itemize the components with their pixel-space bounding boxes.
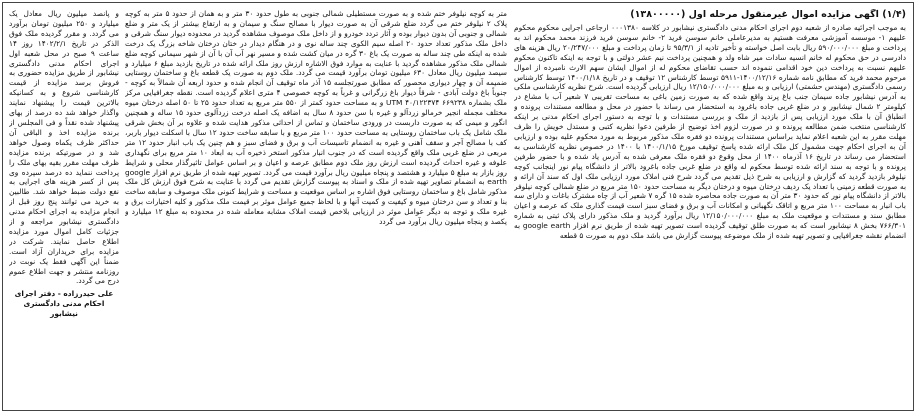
notice-signature: علی حیدرزاده - دفتر اجرای احکام مدنی دادگستری نیشابور (14, 289, 114, 319)
notice-column-left (9, 9, 119, 407)
notice-body-right: به موجب اجرائیه صادره از شعبه دوم اجرای احکام مدنی دادگستری نیشابور در کلاسه ۰۰۰۱۳۸۰ ارجاعی اجرایی محکوم محکوم علیهم ۱- موسسه آموزشی معرفت هستیم به مدیرعاملی خانم سوسن فرید ۲- خانم سوسن فرید فرزند محمد محکوم اند به پرداخت و مبلغ ۵۹۰/۰۰۰/۰۰۰ ریال بابت اصل خواسته و تأخیر تادیه از ۹۵/۳/۱ تا زمان پرداخت و مبلغ ۲۰/۲۴۷/۰۰۰ ریال هزینه های دادرسی در حق محکوم له خانم انسیه سادات میر شاه ولد و همچنین پرداخت نیم عشر دولتی و با توجه به اینکه تاکنون محکوم علیهم نسبت به پرداخت دین خود اقدامی ننموده اند حسب تقاضای محکوم له از اموال ایشان سهم الارث نامبرده از اموال مرحوم محمد فرید که مطابق نامه شماره ۱۴۰۰/۱۲/۱۶-۵۹۱۱ توسط کارشناس ۱۲ توقیف و در تاریخ ۱۴۰۰/۱/۱۸ توسط کارشناس رسمی دادگستری (مهندس حشمتی) ارزیابی و به مبلغ ۱۲/۱۵۰/۰۰۰/۰۰۰ ریال ارزیابی گردیده است. شرح نظریه کارشناسی ملکی به آدرس نیشابور جاده سیمان جنب باغ پرند واقع شده که به صورت زمین باغی به مساحت تقریبی ۷ شعیر آب با مشاع در کیلومتر ۲ شمال نیشابور و در ضلع غربی جاده باغرود به استحضار می رساند با حضور در محل و مطالعه مستندات پرونده و انطباق آن با ملک مورد ارزیابی پس از بازدید از ملک و بررسی مستندات و با توجه به دستور اجرای احکام مدنی بر اینکه کارشناسی منتخب ضمن مطالعه پرونده و در صورت لزوم اخذ توضیح از طرفین دعوا نظریه کتبی و مستدل خویش را ظرف مهلت مقرر به این شعبه اعلام نماید براساس مستندات پرونده دو فقره ملک مذکور مربوط به مورد محکوم علیه بوده و ارزیابی آن به اجرای احکام جهت مشمول کل ملک ارائه شده پاسخ توقیف مورخ ۱۴۰۰/۱/۱۵ با ۱۴۰۰ در خصوص نظریه کارشناسی به استحضار می رساند در تاریخ ۱۶ آذرماه ۱۴۰۰ از محل وقوع دو فقره ملک معرفی شده به آدرس یاد شده و با حضور طرفین پرونده و با توجه به سند ارائه شده توسط محکوم له واقع در ضلع غربی جاده باغرود بالاتر از دانشگاه پیام نور اینجانب کوچه نیلوفر بازدید گردید که گزارش و ارزیابی به شرح ذیل تقدیم می گردد شرح فنی املاک مورد ارزیابی ملک اول که سند آن ارائه و به صورت قطعه زمینی با تعداد یک ردیف درختان میوه و درختان دیگر به مساحت حدود ۱۵۰ متر مربع در ضلع شمالی کوچه نیلوفر بالاتر از دانشگاه پیام نور که حدود ۳۰ متر آن به صورت جاده محاصره شده ۱۵ گره ۷ شعیر آب از چاه مشترک باغات و دارای سه باب انبار به مساحت ۱۰۰ متر مربع و اتاقک نگهبانی و امکانات آب و برق و فضای سبز است قیمت گذاری ملک که عرصه و اعیان مطابق سند و مستندات و موقعیت ملک به مبلغ ۱۲/۱۵۰/۰۰۰/۰۰۰ ریال برآورد گردید و ملک مذکور دارای پلاک ثبتی به شماره ۷۶۶/۳۰۱ بخش ۸ نیشابور است که به صورت طلق توقیف گردیده است تصویر تهیه شده از طریق نرم افزار google earth به انضمام نقشه جغرافیایی و تصویر تهیه شده از ملک موضوعه پیوست گزارش می باشد ملک دوم به صورت ۵ قطعه (514, 23, 906, 241)
notice-body-left: و پانصد میلیون ریال معادل یک میلیارد و ۲۵۰ میلیون تومان برآورد می گردد. و مقرر گردیده ملک فوق الذکر در تاریخ ۱۴۰۲/۲/۱ روز ۱۴ ساعت ۹ صبح در محل شعبه اول اجرای احکام مدنی دادگستری نیشابور از طریق مزایده حضوری به فروش برسد مزایده از قیمت کارشناسی شروع و به کسانیکه بالاترین قیمت را پیشنهاد نمایند واگذار خواهد شد ده درصد از بهای پیشنهاد شده نقداً و فی المجلس از برنده مزایده اخذ و الباقی آن حداکثر ظرف یکماه وصول خواهد شد و در صورتیکه برنده مزایده ظرف مهلت مقرر بقیه بهای ملک را پرداخت ننماید ده درصد سپرده وی پس از کسر هزینه های اجرایی به نفع دولت ضبط خواهد شد. طالبین به خرید می توانند پنج روز قبل از انجام مزایده به اجرای احکام مدنی دادگستری نیشابور مراجعه و از جزئیات کامل اموال مورد مزایده اطلاع حاصل نمایند. شرکت در مزایده برای خریداران آزاد است. ضمناً این آگهی فقط یک نوبت در روزنامه منتشر و جهت اطلاع عموم درج می گردد. (9, 9, 119, 286)
notice-column-middle (125, 9, 507, 407)
auction-notice (2, 2, 914, 411)
notice-column-right (514, 9, 906, 407)
notice-body-middle: متر به کوچه نیلوفر ختم شده و به صورت مستطیلی شمالی جنوبی به طول حدود ۳۰ متر و به همان از حدود ۵ متر به کوچه پلاک ۲ نیلوفر ختم می گردد ضلع شرقی آن به صورت دیوار با مصالح سنگ و سیمان و به ارتفاع بیشتر از یک متر و ضلع شمالی و جنوبی آن بدون دیوار بوده و آثار تردد خودرو و از داخل ملک موصوف مشاهده گردید در محدوده دیوار سنگ شرقی و داخل ملک مذکور تعداد حدود ۲۰ اصله سیم الکوی چند ساله نوی و در هنگام دیدار در ختان درختان شاخه بزرگ یک درخت شده به اینکه طی چند ساله به صورت یک باغ ۳۰ گره در میان کشت شده و مسیر نهر آب آن با آن از شهر سیمانی کوچه ضلع شمالی ملک مذکور مشاهده گردید با عنایت به موارد فوق الاشاره ارزش روز ملک اراثه شده در تاریخ بازدید مبلغ ۶ میلیارد و سیصد میلیون ریال معادل ۶۳۰ میلیون تومان برآورد قیمت می گردد. ملک دوم به صورت یک قطعه باغ و ساختمان روستایی ضمیمه آن و چهار دیواری محصور که مطابق صورتجلسه ۱۵ آذر ماه توقیف آن انجام شده و حدود اربعه آن شمالاً به کوچه - جنوباً باغ دولت آبادی - شرقاً دیوار باغ زرگرانی و غرباً به کوچه خصوصی ۴ متری اعلام گردیده است. نقطه جغرافیایی مرکز ملک بشماره UTM ۴۰/۱۲۲۳۷۴ ۶۶۹۲۳۸ و به مساحت حدود کمتر از ۵۵۰ متر مربع به تعداد حدود ۲۵ تا ۵۰ اصله درختان میوه مختلف مجمله انجیر خرمالو زردآلو و غیره با سن حدود ۸ سال به اضافه یک اصله درخت زردآلوی حدود ۱۵ ساله و همچنین انگور و میمی که به صورت داربست در ورودی ساختمان و تماس از احداثی مذکور هدایت شده و علاوه بر آن بخش شرقی ملک شامل یک باب ساختمان روستایی به مساحت حدود ۱۰۰ متر مربع و با سابقه ساخت حدود ۱۲ سال با اسکلت دیوار باربر، کف با مصالح آجر و سقف آهنی و غیره به انضمام تاسیسات آب و برق و فضای سبز و هم چنین یک باب انبار حدود ۱۲ متر مربعی در ضلع غربی ملک واقع گردیده است که در جنوب انبار مذکور استخر ذخیره آب به ابعاد ۱۰ متر مربع برای نگهداری علوفه و غیره احداث گردیده است ارزش روز ملک دوم مطابق عرصه و اعیان و بر اساس عوامل تاثیرگذار محلی و شرایط روز بازار به مبلغ ۵ میلیارد و هشتصد و پنجاه میلیون ریال برآورد قیمت می گردد. تصویر تهیه شده از طریق نرم افزار google earth به انضمام تصاویر تهیه شده از ملک و اسناد به پیوست گزارش تقدیم می گردد با عنایت به شرح فوق ارزش کل ملک مذکور شامل باغ و ساختمان روستایی فوق اشاره بر اساس موقعیت و مساحت و شرایط کنونی ملک موصوف و سابقه ساخت بنا و تعداد و سن درختان میوه و کیفیت و کمیت آنها و با لحاظ جمیع عوامل موثر بر قیمت ملک مذکور و کلیه اختیارات برق و غیره ملک و توجه به دیگر عوامل موثر در ارزیابی بلاخص قیمت املاک مشابه معامله شده در محدوده به مبلغ ۱۲ میلیارد و یکصد و پنجاه میلیون ریال برآورد می گردد (125, 9, 507, 227)
notice-title: (۱/۴) آگهی مزایده اموال غیرمنقول مرحله اول (۱۳۸۰۰۰۰۰) (630, 9, 906, 20)
